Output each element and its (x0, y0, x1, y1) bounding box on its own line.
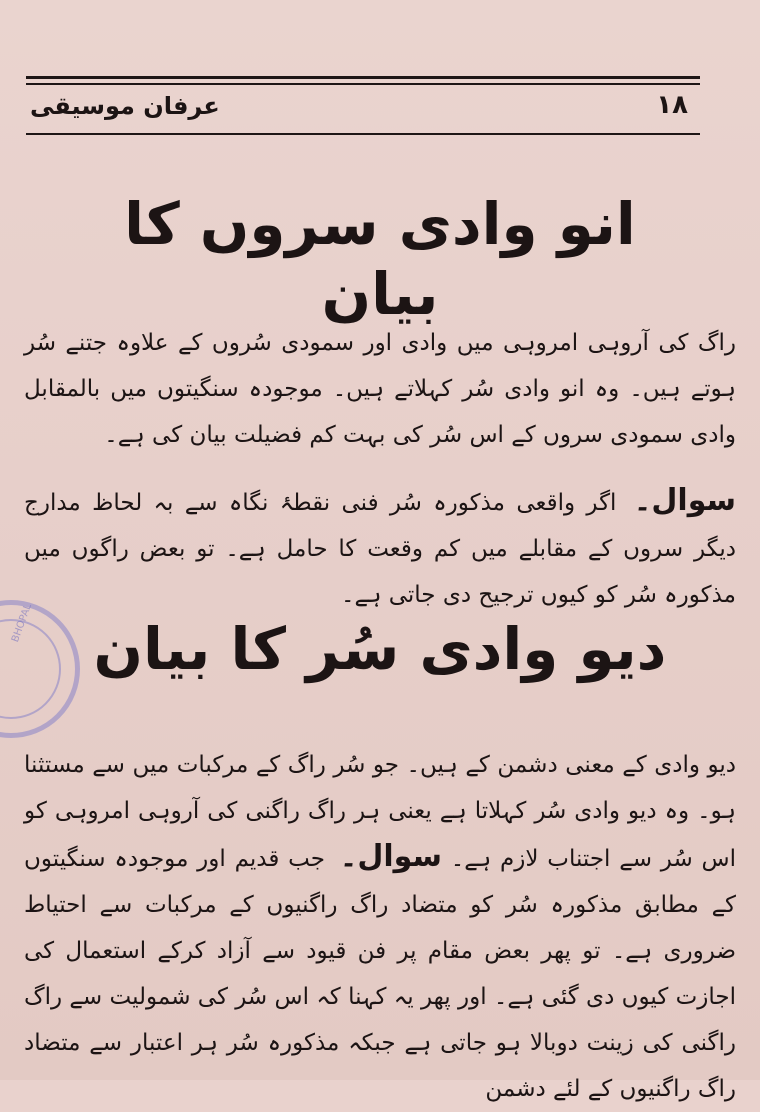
stamp-text: BHOPAL (10, 602, 35, 644)
question-label: سوال۔ (633, 483, 736, 518)
question-label: سوال۔ (339, 839, 442, 874)
section-heading-anuvadi: انو وادی سروں کا بیان (124, 190, 636, 328)
devvadi-definition: دیو وادی کے معنی دشمن کے ہیں۔ جو سُر راگ کے مرکبات میں سے مستثنا ہو۔ وہ دیو وادی سُر کہلاتا ہے یعنی ہر راگ راگنی کی آروہی امروہی کو اس سُر سے اجتناب لازم ہے۔ (24, 752, 737, 872)
page-number: ۱۸ (656, 90, 688, 120)
paragraph-anuvadi-question (24, 478, 736, 618)
question-text: اگر واقعی مذکورہ سُر فنی نقطۂ نگاہ سے بہ لحاظ مدارج دیگر سروں کے مقابلے میں کم وقعت کا حامل ہے۔ تو بعض راگوں میں مذکورہ سُر کو کیوں ترجیح دی جاتی ہے۔ (24, 490, 736, 608)
header-rule-top (26, 76, 700, 79)
paragraph-devvadi-body (24, 742, 736, 1112)
question-text: جب قدیم اور موجودہ سنگیتوں کے مطابق مذکورہ سُر کو متضاد راگ راگنیوں کے مرکبات سے احتیاط ضروری ہے۔ تو پھر بعض مقام پر فن قیود سے آزاد کرکے استعمال کی اجازت کیوں دی گئی ہے۔ اور پھر یہ کہنا کہ اس سُر کی شمولیت سے راگ راگنی کی زینت دوبالا ہو جاتی ہے جبکہ مذکورہ سُر ہر اعتبار سے متضاد راگ راگنیوں کے لئے دشمن (24, 846, 736, 1102)
running-header-title: عرفان موسیقی (30, 92, 220, 120)
paragraph-anuvadi-definition: راگ کی آروہی امروہی میں وادی اور سمودی سُروں کے علاوہ جتنے سُر ہوتے ہیں۔ وہ انو وادی سُر کہلاتے ہیں۔ موجودہ سنگیتوں میں بالمقابل وادی سمودی سروں کے اس سُر کی بہت کم فضیلت بیان کی ہے۔ (24, 330, 736, 448)
header-rule-bottom (26, 133, 700, 135)
section-heading-devvadi: دیو وادی سُر کا بیان (93, 615, 667, 683)
header-rule-top-thin (26, 83, 700, 85)
